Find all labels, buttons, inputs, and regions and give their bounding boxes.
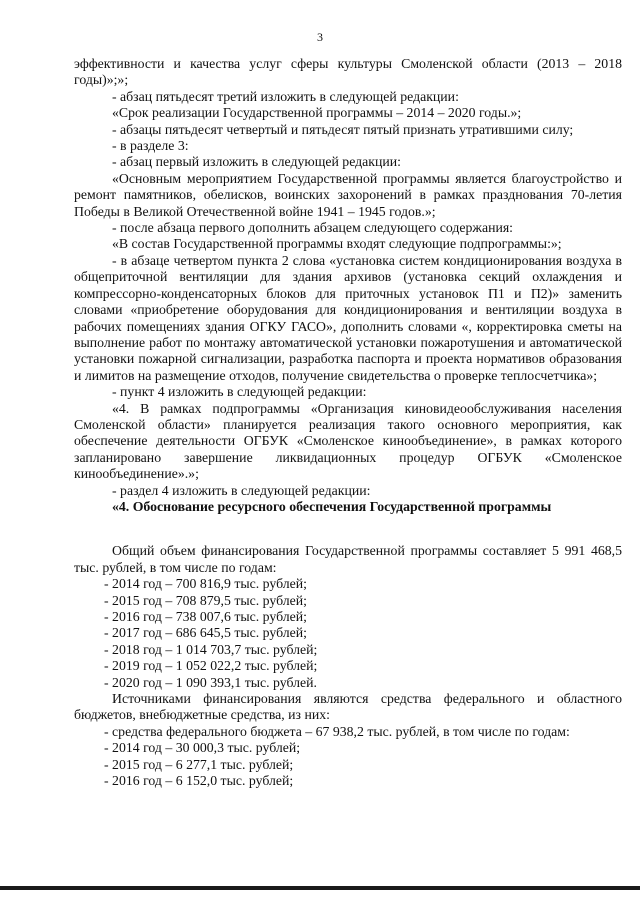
paragraph: - раздел 4 изложить в следующей редакции: — [112, 482, 371, 498]
paragraph: Источниками финансирования являются средства федерального и областного бюджетов, внебюджетные средства, из них: — [74, 691, 622, 723]
list-item: - 2014 год – 30 000,3 тыс. рублей; — [104, 740, 301, 756]
paragraph: «В состав Государственной программы входят следующие подпрограммы:»; — [112, 236, 562, 252]
list-item: - 2016 год – 738 007,6 тыс. рублей; — [104, 609, 308, 624]
paragraph: - в абзаце четвертом пункта 2 слова «установка систем кондиционирования воздуха в общеприточной вентиляции для здания архивов (установка секций охлаждения и компрессорно-конденсаторных блоков для приточных установок П1 и П2)» заменить словами «приобретение оборудования для кондиционирования и вентиляции воздуха в рабочих помещениях здания ОГКУ ГАСО», дополнить словами «, корректировка сметы на выполнение работ по монтажу автоматической установки пожаротушения и автоматической установки пожарной сигнализации, разработка паспорта и проекта нормативов образования и лимитов на размещение отходов, получение свидетельства о проверке теплосчетчика»; — [74, 252, 622, 383]
list-item: - 2018 год – 1 014 703,7 тыс. рублей; — [104, 641, 318, 657]
list-item: - 2014 год – 700 816,9 тыс. рублей; — [104, 576, 308, 592]
list-item: - 2017 год – 686 645,5 тыс. рублей; — [104, 625, 308, 641]
list-item: - 2015 год – 6 277,1 тыс. рублей; — [104, 756, 294, 772]
paragraph: - в разделе 3: — [112, 138, 189, 154]
paragraph: - абзацы пятьдесят четвертый и пятьдесят пятый признать утратившими силу; — [112, 121, 574, 137]
paragraph: - пункт 4 изложить в следующей редакции: — [112, 384, 367, 400]
paragraph: - абзац первый изложить в следующей редакции: — [112, 154, 401, 170]
list-item: - 2016 год – 6 152,0 тыс. рублей; — [104, 773, 294, 789]
paragraph: «4. В рамках подпрограммы «Организация киновидеообслуживания населения Смоленской области» планируется реализация такого основного мероприятия, как обеспечение деятельности ОГБУК «Смоленское кинообъединение», в рамках которого запланировано завершение ликвидационных процедур ОГБУК «Смоленское кинообъединение».»; — [74, 400, 622, 482]
paragraph: - после абзаца первого дополнить абзацем следующего содержания: — [112, 220, 514, 236]
paragraph: эффективности и качества услуг сферы культуры Смоленской области (2013 – 2018 годы)»;»; — [74, 56, 622, 88]
document-body — [74, 56, 622, 789]
paragraph: «Основным мероприятием Государственной программы является благоустройство и ремонт памятников, обелисков, воинских захоронений в рамках празднования 70-летия Победы в Великой Отечественной войне 1941 – 1945 годов.»; — [74, 170, 622, 219]
paragraph: - абзац пятьдесят третий изложить в следующей редакции: — [112, 88, 459, 104]
bottom-rule — [0, 886, 640, 890]
paragraph: Общий объем финансирования Государственной программы составляет 5 991 468,5 тыс. рублей, в том числе по годам: — [74, 543, 622, 575]
page-number: 3 — [317, 30, 323, 44]
section-heading: «4. Обоснование ресурсного обеспечения Государственной программы — [112, 498, 552, 514]
list-item: - 2020 год – 1 090 393,1 тыс. рублей. — [104, 674, 317, 690]
list-item: - средства федерального бюджета – 67 938,2 тыс. рублей, в том числе по годам: — [104, 723, 570, 739]
list-item: - 2015 год – 708 879,5 тыс. рублей; — [104, 592, 308, 608]
paragraph: «Срок реализации Государственной программы – 2014 – 2020 годы.»; — [112, 105, 522, 121]
list-item: - 2019 год – 1 052 022,2 тыс. рублей; — [104, 658, 318, 674]
